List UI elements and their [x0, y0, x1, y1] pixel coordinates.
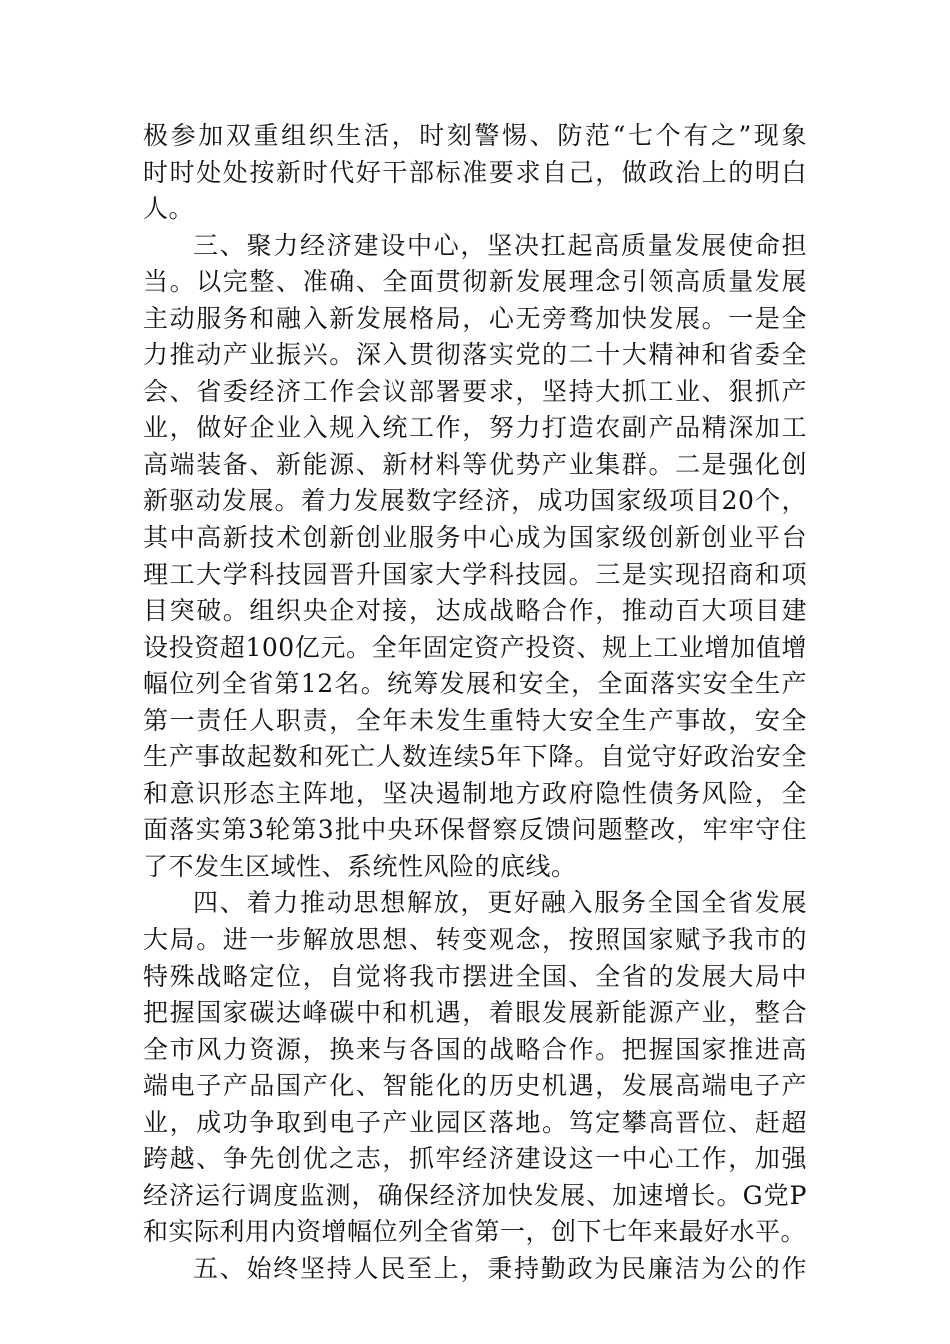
text-line: 新驱动发展。着力发展数字经济，成功国家级项目20个， — [143, 486, 807, 516]
text-line: 跨越、争先创优之志，抓牢经济建设这一中心工作，加强 — [143, 1144, 807, 1174]
text-line: 把握国家碳达峰碳中和机遇，着眼发展新能源产业，整合 — [143, 998, 807, 1028]
text-line: 高端装备、新能源、新材料等优势产业集群。二是强化创 — [143, 449, 807, 479]
text-line: 第一责任人职责，全年未发生重特大安全生产事故，安全 — [143, 705, 807, 735]
text-line: 经济运行调度监测，确保经济加快发展、加速增长。G党P — [143, 1180, 807, 1210]
text-line: 三、聚力经济建设中心，坚决扛起高质量发展使命担 — [193, 230, 807, 260]
paragraph — [143, 885, 807, 1250]
text-line: 力推动产业振兴。深入贯彻落实党的二十大精神和省委全 — [143, 340, 807, 370]
paragraph — [143, 118, 807, 228]
text-line: 时时处处按新时代好干部标准要求自己，做政治上的明白 — [143, 157, 807, 187]
text-line: 主动服务和融入新发展格局，心无旁骛加快发展。一是全 — [143, 303, 807, 333]
text-line: 五、始终坚持人民至上，秉持勤政为民廉洁为公的作 — [193, 1253, 807, 1283]
document-body — [143, 118, 807, 1288]
text-line: 设投资超100亿元。全年固定资产投资、规上工业增加值增 — [143, 632, 807, 662]
text-line: 当。以完整、准确、全面贯彻新发展理念引领高质量发展 — [143, 267, 807, 297]
paragraph — [143, 228, 807, 886]
text-line: 大局。进一步解放思想、转变观念，按照国家赋予我市的 — [143, 925, 807, 955]
text-line: 生产事故起数和死亡人数连续5年下降。自觉守好政治安全 — [143, 742, 807, 772]
text-line: 目突破。组织央企对接，达成战略合作，推动百大项目建 — [143, 596, 807, 626]
text-line: 人。 — [143, 194, 195, 224]
text-line: 其中高新技术创新创业服务中心成为国家级创新创业平台 — [143, 523, 807, 553]
text-line: 幅位列全省第12名。统筹发展和安全，全面落实安全生产 — [143, 669, 807, 699]
text-line: 和意识形态主阵地，坚决遏制地方政府隐性债务风险，全 — [143, 778, 807, 808]
text-line: 全市风力资源，换来与各国的战略合作。把握国家推进高 — [143, 1034, 807, 1064]
text-line: 会、省委经济工作会议部署要求，坚持大抓工业、狠抓产 — [143, 376, 807, 406]
text-line: 面落实第3轮第3批中央环保督察反馈问题整改，牢牢守住 — [143, 815, 807, 845]
paragraph — [143, 1251, 807, 1288]
text-line: 了不发生区域性、系统性风险的底线。 — [143, 851, 577, 881]
text-line: 特殊战略定位，自觉将我市摆进全国、全省的发展大局中 — [143, 961, 807, 991]
text-line: 理工大学科技园晋升国家大学科技园。三是实现招商和项 — [143, 559, 807, 589]
text-line: 业，成功争取到电子产业园区落地。笃定攀高晋位、赶超 — [143, 1107, 807, 1137]
text-line: 极参加双重组织生活，时刻警惕、防范“七个有之”现象 — [143, 121, 807, 150]
text-line: 业，做好企业入规入统工作，努力打造农副产品精深加工 — [143, 413, 807, 443]
text-line: 端电子产品国产化、智能化的历史机遇，发展高端电子产 — [143, 1071, 807, 1101]
text-line: 和实际利用内资增幅位列全省第一，创下七年来最好水平。 — [143, 1217, 807, 1247]
text-line: 四、着力推动思想解放，更好融入服务全国全省发展 — [193, 888, 807, 918]
